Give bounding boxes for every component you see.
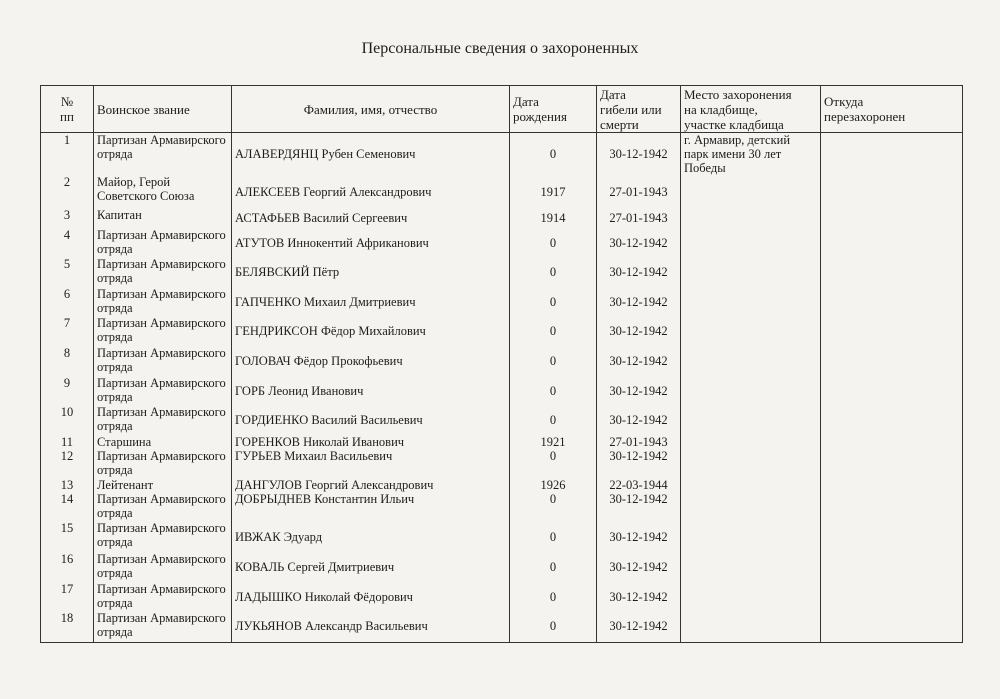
row-burial-place (681, 582, 821, 611)
row-name: ЛАДЫШКО Николай Фёдорович (232, 582, 510, 611)
header-birth-date: Дата рождения (510, 86, 597, 133)
row-name: АСТАФЬЕВ Василий Сергеевич (232, 208, 510, 228)
row-reburied-from (821, 346, 963, 376)
row-burial-place (681, 175, 821, 208)
row-burial-place (681, 478, 821, 492)
row-death-date: 30-12-1942 (597, 449, 681, 478)
row-reburied-from (821, 376, 963, 405)
row-birth-date: 0 (510, 521, 597, 552)
row-burial-place (681, 257, 821, 287)
row-reburied-from (821, 228, 963, 257)
row-reburied-from (821, 175, 963, 208)
table-row (41, 257, 963, 287)
row-name: ГОРДИЕНКО Василий Васильевич (232, 405, 510, 435)
table-row (41, 316, 963, 346)
row-name: ДАНГУЛОВ Георгий Александрович (232, 478, 510, 492)
row-reburied-from (821, 208, 963, 228)
row-name: ГОРЕНКОВ Николай Иванович (232, 435, 510, 449)
row-burial-place (681, 449, 821, 478)
row-burial-place: г. Армавир, детский парк имени 30 лет Победы (681, 133, 821, 176)
row-reburied-from (821, 133, 963, 176)
row-name: АТУТОВ Иннокентий Африканович (232, 228, 510, 257)
row-rank: Партизан Армавирского отряда (94, 287, 232, 316)
row-number: 12 (41, 449, 94, 478)
table-row (41, 287, 963, 316)
row-name: ГОРБ Леонид Иванович (232, 376, 510, 405)
table-row (41, 228, 963, 257)
header-death-date: Дата гибели или смерти (597, 86, 681, 133)
row-name: АЛЕКСЕЕВ Георгий Александрович (232, 175, 510, 208)
row-burial-place (681, 435, 821, 449)
row-rank: Партизан Армавирского отряда (94, 316, 232, 346)
row-burial-place (681, 346, 821, 376)
table-row (41, 133, 963, 176)
row-number: 10 (41, 405, 94, 435)
row-reburied-from (821, 287, 963, 316)
row-birth-date: 0 (510, 582, 597, 611)
row-rank: Партизан Армавирского отряда (94, 405, 232, 435)
table-header-row (41, 86, 963, 133)
row-name: ДОБРЫДНЕВ Константин Ильич (232, 492, 510, 521)
row-birth-date: 1926 (510, 478, 597, 492)
row-death-date: 30-12-1942 (597, 405, 681, 435)
row-reburied-from (821, 552, 963, 582)
row-death-date: 30-12-1942 (597, 346, 681, 376)
table-row (41, 492, 963, 521)
row-reburied-from (821, 405, 963, 435)
burials-table (40, 85, 963, 643)
table-row (41, 175, 963, 208)
table-row (41, 521, 963, 552)
row-number: 3 (41, 208, 94, 228)
row-reburied-from (821, 449, 963, 478)
row-burial-place (681, 492, 821, 521)
row-name: БЕЛЯВСКИЙ Пётр (232, 257, 510, 287)
row-birth-date: 0 (510, 287, 597, 316)
row-rank: Лейтенант (94, 478, 232, 492)
row-rank: Партизан Армавирского отряда (94, 376, 232, 405)
row-number: 4 (41, 228, 94, 257)
row-rank: Партизан Армавирского отряда (94, 492, 232, 521)
row-name: ГАПЧЕНКО Михаил Дмитриевич (232, 287, 510, 316)
row-name: КОВАЛЬ Сергей Дмитриевич (232, 552, 510, 582)
row-name: ЛУКЬЯНОВ Александр Васильевич (232, 611, 510, 642)
row-burial-place (681, 611, 821, 642)
row-burial-place (681, 405, 821, 435)
row-rank: Партизан Армавирского отряда (94, 521, 232, 552)
row-reburied-from (821, 257, 963, 287)
row-birth-date: 0 (510, 346, 597, 376)
header-number: № пп (41, 86, 94, 133)
row-name: ГЕНДРИКСОН Фёдор Михайлович (232, 316, 510, 346)
row-number: 6 (41, 287, 94, 316)
row-death-date: 30-12-1942 (597, 316, 681, 346)
header-burial-place: Место захоронения на кладбище, участке кладбища (681, 86, 821, 133)
row-number: 1 (41, 133, 94, 176)
row-number: 9 (41, 376, 94, 405)
row-rank: Майор, Герой Советского Союза (94, 175, 232, 208)
row-death-date: 30-12-1942 (597, 287, 681, 316)
row-rank: Партизан Армавирского отряда (94, 449, 232, 478)
row-rank: Партизан Армавирского отряда (94, 611, 232, 642)
row-birth-date: 0 (510, 552, 597, 582)
row-rank: Старшина (94, 435, 232, 449)
row-death-date: 22-03-1944 (597, 478, 681, 492)
row-name: ГОЛОВАЧ Фёдор Прокофьевич (232, 346, 510, 376)
row-birth-date: 0 (510, 133, 597, 176)
row-death-date: 27-01-1943 (597, 175, 681, 208)
table-row (41, 478, 963, 492)
row-reburied-from (821, 582, 963, 611)
row-birth-date: 0 (510, 316, 597, 346)
row-rank: Капитан (94, 208, 232, 228)
row-reburied-from (821, 611, 963, 642)
row-number: 18 (41, 611, 94, 642)
row-reburied-from (821, 492, 963, 521)
table-row (41, 582, 963, 611)
row-number: 5 (41, 257, 94, 287)
row-death-date: 30-12-1942 (597, 133, 681, 176)
row-burial-place (681, 316, 821, 346)
header-reburied-from: Откуда перезахоронен (821, 86, 963, 133)
row-name: АЛАВЕРДЯНЦ Рубен Семенович (232, 133, 510, 176)
table-row (41, 552, 963, 582)
row-rank: Партизан Армавирского отряда (94, 582, 232, 611)
row-number: 15 (41, 521, 94, 552)
row-death-date: 27-01-1943 (597, 208, 681, 228)
row-death-date: 30-12-1942 (597, 492, 681, 521)
row-reburied-from (821, 435, 963, 449)
row-reburied-from (821, 521, 963, 552)
row-birth-date: 1921 (510, 435, 597, 449)
row-burial-place (681, 287, 821, 316)
row-death-date: 30-12-1942 (597, 552, 681, 582)
row-death-date: 30-12-1942 (597, 521, 681, 552)
row-burial-place (681, 208, 821, 228)
row-rank: Партизан Армавирского отряда (94, 552, 232, 582)
row-death-date: 30-12-1942 (597, 376, 681, 405)
row-number: 7 (41, 316, 94, 346)
row-number: 8 (41, 346, 94, 376)
table-row (41, 376, 963, 405)
document-title: Персональные сведения о захороненных (361, 40, 639, 57)
row-rank: Партизан Армавирского отряда (94, 133, 232, 176)
header-rank: Воинское звание (94, 86, 232, 133)
row-burial-place (681, 228, 821, 257)
row-birth-date: 0 (510, 228, 597, 257)
row-birth-date: 0 (510, 492, 597, 521)
row-name: ИВЖАК Эдуард (232, 521, 510, 552)
row-rank: Партизан Армавирского отряда (94, 257, 232, 287)
row-burial-place (681, 552, 821, 582)
header-name: Фамилия, имя, отчество (232, 86, 510, 133)
row-burial-place (681, 376, 821, 405)
row-birth-date: 0 (510, 611, 597, 642)
row-burial-place (681, 521, 821, 552)
row-death-date: 30-12-1942 (597, 611, 681, 642)
row-rank: Партизан Армавирского отряда (94, 346, 232, 376)
table-row (41, 611, 963, 642)
row-number: 16 (41, 552, 94, 582)
row-number: 17 (41, 582, 94, 611)
row-birth-date: 1914 (510, 208, 597, 228)
row-reburied-from (821, 316, 963, 346)
table-row (41, 449, 963, 478)
row-death-date: 27-01-1943 (597, 435, 681, 449)
row-birth-date: 0 (510, 257, 597, 287)
row-number: 2 (41, 175, 94, 208)
row-death-date: 30-12-1942 (597, 257, 681, 287)
row-birth-date: 0 (510, 376, 597, 405)
row-death-date: 30-12-1942 (597, 582, 681, 611)
row-rank: Партизан Армавирского отряда (94, 228, 232, 257)
row-death-date: 30-12-1942 (597, 228, 681, 257)
table-row (41, 208, 963, 228)
row-birth-date: 0 (510, 405, 597, 435)
row-birth-date: 1917 (510, 175, 597, 208)
table-row (41, 435, 963, 449)
row-birth-date: 0 (510, 449, 597, 478)
row-number: 11 (41, 435, 94, 449)
row-number: 14 (41, 492, 94, 521)
row-name: ГУРЬЕВ Михаил Васильевич (232, 449, 510, 478)
table-row (41, 405, 963, 435)
row-reburied-from (821, 478, 963, 492)
row-number: 13 (41, 478, 94, 492)
table-row (41, 346, 963, 376)
